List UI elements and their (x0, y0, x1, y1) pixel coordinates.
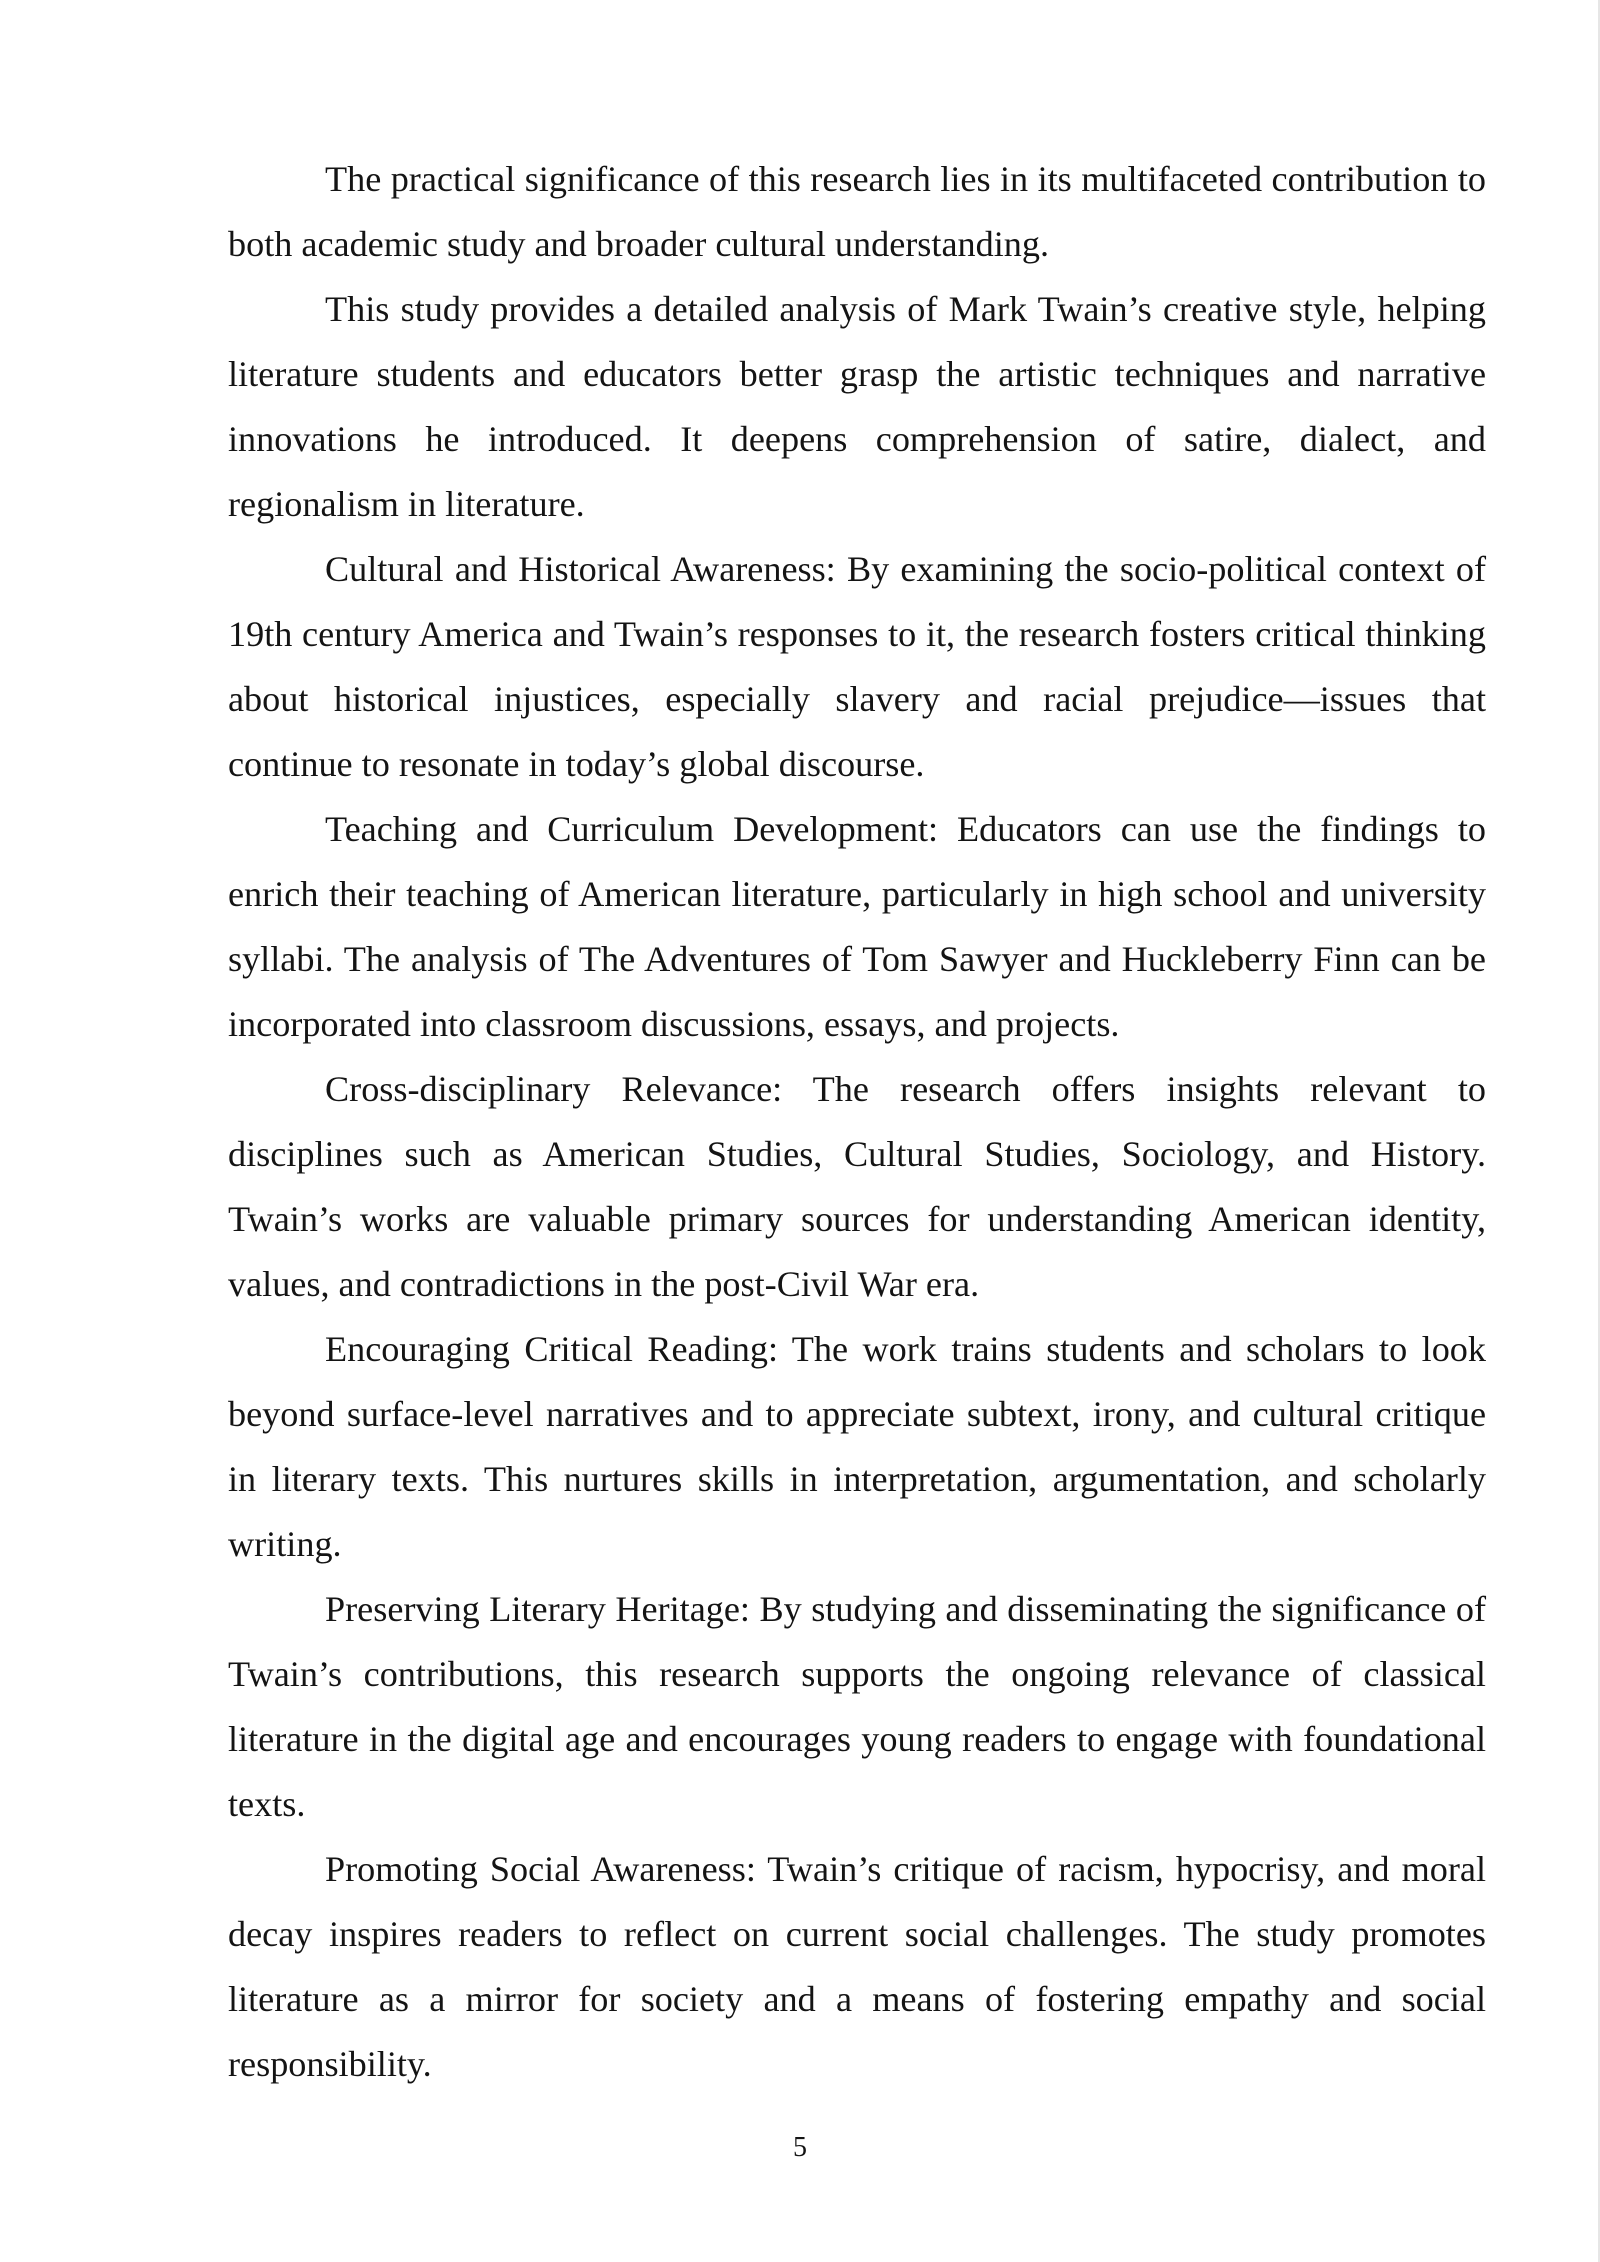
paragraph-social-awareness: Promoting Social Awareness: Twain’s critique of racism, hypocrisy, and moral decay inspires readers to reflect on current social challenges. The study promotes literature as a mirror for society and a means of fostering empathy and social responsibility. (228, 1849, 1486, 2084)
body-text (228, 147, 1486, 2097)
paragraph-literary-heritage: Preserving Literary Heritage: By studying and disseminating the significance of Twain’s contributions, this research supports the ongoing relevance of classical literature in the digital age and encourages young readers to engage with foundational texts. (228, 1589, 1486, 1824)
page-number: 5 (793, 2132, 807, 2163)
paragraph-critical-reading: Encouraging Critical Reading: The work trains students and scholars to look beyond surface-level narratives and to appreciate subtext, irony, and cultural critique in literary texts. This nurtures skills in interpretation, argumentation, and scholarly writing. (228, 1329, 1486, 1564)
paragraph-practical-significance: The practical significance of this research lies in its multifaceted contribution to both academic study and broader cultural understanding. (228, 159, 1486, 264)
paragraph-cross-disciplinary: Cross-disciplinary Relevance: The research offers insights relevant to disciplines such as American Studies, Cultural Studies, Sociology, and History. Twain’s works are valuable primary sources for understanding American identity, values, and contradictions in the post-Civil War era. (228, 1069, 1486, 1304)
paragraph-cultural-historical-awareness: Cultural and Historical Awareness: By examining the socio-political context of 19th century America and Twain’s responses to it, the research fosters critical thinking about historical injustices, especially slavery and racial prejudice—issues that continue to resonate in today’s global discourse. (228, 549, 1486, 784)
paragraph-creative-style: This study provides a detailed analysis of Mark Twain’s creative style, helping literature students and educators better grasp the artistic techniques and narrative innovations he introduced. It deepens comprehension of satire, dialect, and regionalism in literature. (228, 289, 1486, 524)
paragraph-teaching-curriculum: Teaching and Curriculum Development: Educators can use the findings to enrich their teaching of American literature, particularly in high school and university syllabi. The analysis of The Adventures of Tom Sawyer and Huckleberry Finn can be incorporated into classroom discussions, essays, and projects. (228, 809, 1486, 1044)
